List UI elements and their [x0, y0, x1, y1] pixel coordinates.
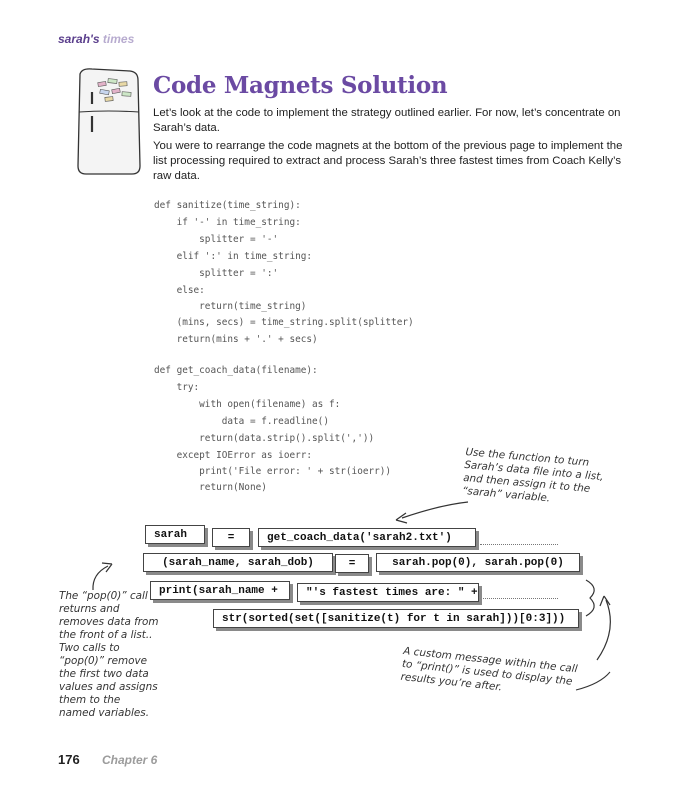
code-line: except IOError as ioerr: [154, 450, 313, 461]
page-number: 176 [58, 752, 80, 767]
code-line: else: [154, 285, 205, 296]
magnet-pop-calls[interactable]: sarah.pop(0), sarah.pop(0) [376, 553, 580, 572]
annotation-pop: The “pop(0)” call returns and removes data from the front of a list.. Two calls to “pop(0)” remove the first two data values and assigns them to the named variables. [59, 590, 159, 719]
code-line: if '-' in time_string: [154, 217, 301, 228]
header-times: times [99, 32, 135, 46]
code-line: splitter = ':' [154, 268, 279, 279]
magnet-equals[interactable]: = [212, 528, 250, 547]
intro-paragraph-2: You were to rearrange the code magnets at the bottom of the previous page to implement the list processing required to extract and process Sarah’s three fastest times from Coach Kelly’s raw data. [153, 140, 623, 182]
code-line: splitter = '-' [154, 234, 279, 245]
code-line: data = f.readline() [154, 416, 329, 427]
magnet-sarah[interactable]: sarah [145, 525, 205, 544]
code-line: try: [154, 382, 200, 393]
magnet-get-coach-data[interactable]: get_coach_data('sarah2.txt') [258, 528, 476, 547]
code-line: return(None) [154, 482, 267, 493]
code-line: (mins, secs) = time_string.split(splitter) [154, 317, 414, 328]
annotation-print: A custom message within the call to “print()” is used to display the results you’re after. [400, 645, 579, 694]
magnet-equals-2[interactable]: = [335, 554, 369, 573]
intro-paragraph-1: Let’s look at the code to implement the strategy outlined earlier. For now, let’s concentrate on Sarah’s data. [153, 107, 621, 134]
code-line: def get_coach_data(filename): [154, 365, 318, 376]
magnet-name-dob[interactable]: (sarah_name, sarah_dob) [143, 553, 333, 572]
chapter-label: Chapter 6 [102, 753, 158, 767]
magnet-print[interactable]: print(sarah_name + [150, 581, 290, 600]
magnet-message[interactable]: "'s fastest times are: " + [297, 583, 479, 602]
code-line: return(data.strip().split(',')) [154, 433, 375, 444]
code-line: return(time_string) [154, 301, 307, 312]
code-line: elif ':' in time_string: [154, 251, 313, 262]
page-title: Code Magnets Solution [153, 72, 448, 99]
code-line: def sanitize(time_string): [154, 200, 301, 211]
code-line: return(mins + '.' + secs) [154, 334, 318, 345]
code-line: print('File error: ' + str(ioerr)) [154, 466, 392, 477]
magnet-sorted-result[interactable]: str(sorted(set([sanitize(t) for t in sarah]))[0:3])) [213, 609, 579, 628]
code-line: with open(filename) as f: [154, 399, 341, 410]
header-name: sarah's [58, 32, 100, 46]
annotation-coach-data: Use the function to turn Sarah’s data file into a list, and then assign it to the “sarah” variable. [461, 446, 604, 505]
